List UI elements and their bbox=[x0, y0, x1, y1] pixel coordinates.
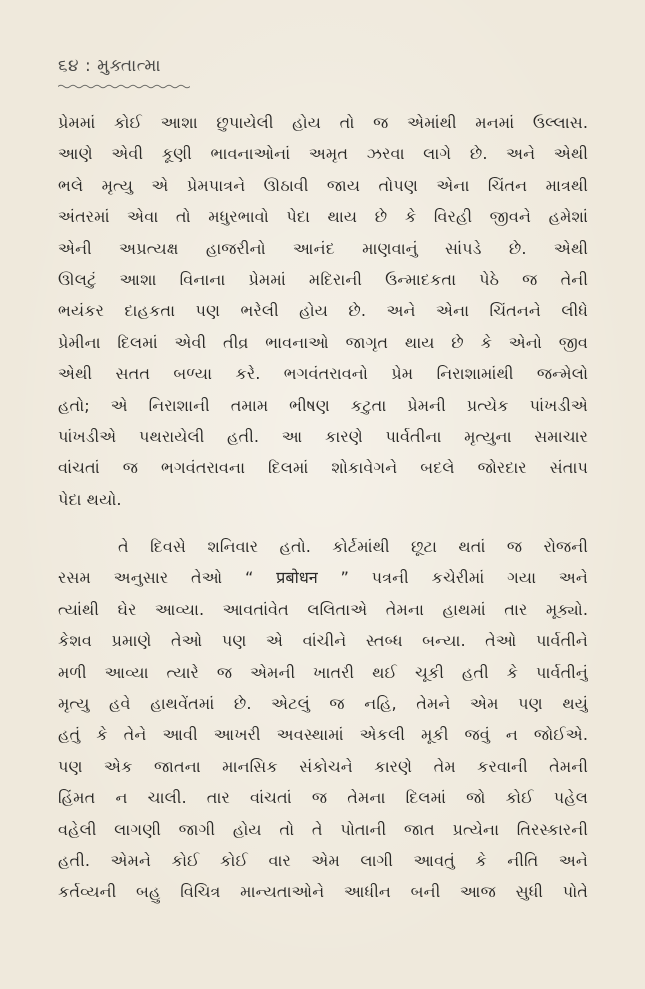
header-separator: : bbox=[84, 56, 92, 76]
text-line: હતી. એમને કોઈ કોઈ વાર એમ લાગી આવતું કે નીતિ અને bbox=[58, 850, 588, 870]
text-line: ભયંકર દાહકતા પણ ભરેલી હોય છે. અને એના ચિંતનને લીધે bbox=[58, 301, 588, 321]
running-header bbox=[58, 56, 161, 76]
text-line: હિંમત ન ચાલી. તાર વાંચતાં જ તેમના દિલમાં જો કોઈ પહેલ bbox=[58, 788, 588, 808]
text-line: કર્તવ્યની બહુ વિચિત્ર માન્યતાઓને આધીન બની આજ સુધી પોતે bbox=[58, 882, 588, 902]
text-line: ઊલટું આશા વિનાના પ્રેમમાં મદિરાની ઉન્માદકતા પેઠે જ તેની bbox=[58, 269, 588, 289]
text-line: અંતરમાં એવા તો મધુરભાવો પેદા થાય છે કે વિરહી જીવને હમેશાં bbox=[58, 207, 588, 227]
text-line: પાંખડીએ પથરાયેલી હતી. આ કારણે પાર્વતીના મૃત્યુના સમાચાર bbox=[58, 426, 588, 446]
text-line: રસમ અનુસાર તેઓ “ प्रबोधन ” પત્રની કચેરીમાં ગયા અને bbox=[58, 568, 588, 588]
text-line: ત્યાંથી ઘેર આવ્યા. આવતાંવેત લલિતાએ તેમના હાથમાં તાર મૂક્યો. bbox=[58, 599, 588, 619]
book-title: મુક્તાત્મા bbox=[97, 56, 162, 76]
text-line: ભલે મૃત્યુ એ પ્રેમપાત્રને ઊઠાવી જાય તોપણ એના ચિંતન માત્રથી bbox=[58, 175, 588, 195]
text-line: વાંચતાં જ ભગવંતરાવના દિલમાં શોકાવેગને બદલે જોરદાર સંતાપ bbox=[58, 458, 588, 478]
text-line: એની અપ્રત્યક્ષ હાજરીનો આનંદ માણવાનું સાંપડે છે. એથી bbox=[58, 238, 588, 258]
header-wavy-rule bbox=[58, 84, 190, 89]
text-line: પ્રેમમાં કોઈ આશા છુપાયેલી હોય તો જ એમાંથી મનમાં ઉલ્લાસ. bbox=[58, 113, 588, 132]
page-number: ૬૪ bbox=[58, 56, 80, 76]
paragraph-2 bbox=[58, 531, 588, 908]
text-line: વહેલી લાગણી જાગી હોય તો તે પોતાની જાત પ્રત્યેના તિરસ્કારની bbox=[58, 819, 588, 839]
text-line: પ્રેમીના દિલમાં એવી તીવ્ર ભાવનાઓ જાગૃત થાય છે કે એનો જીવ bbox=[58, 332, 588, 352]
text-line: તે દિવસે શનિવાર હતો. કોર્ટમાંથી છૂટા થતાં જ રોજની bbox=[118, 537, 588, 557]
body-text bbox=[58, 107, 588, 908]
text-line: મૃત્યુ હવે હાથવેંતમાં છે. એટલું જ નહિ, તેમને એમ પણ થયું bbox=[58, 694, 588, 714]
paragraph-1 bbox=[58, 107, 588, 515]
text-line: એથી સતત બળ્યા કરે. ભગવંતરાવનો પ્રેમ નિરાશામાંથી જન્મેલો bbox=[58, 364, 588, 384]
text-line: પેદા થયો. bbox=[58, 489, 122, 509]
text-line: મળી આવ્યા ત્યારે જ એમની ખાતરી થઈ ચૂકી હતી કે પાર્વતીનું bbox=[58, 662, 588, 682]
text-line: આણે એવી કૂણી ભાવનાઓનાં અમૃત ઝરવા લાગે છે. અને એથી bbox=[58, 144, 588, 164]
text-line: હતું કે તેને આવી આખરી અવસ્થામાં એકલી મૂકી જવું ન જોઈએ. bbox=[58, 725, 588, 745]
text-line: પણ એક જાતના માનસિક સંકોચને કારણે તેમ કરવાની તેમની bbox=[58, 756, 588, 776]
text-line: હતો; એ નિરાશાની તમામ ભીષણ કટુતા પ્રેમની પ્રત્યેક પાંખડીએ bbox=[58, 395, 588, 415]
text-line: કેશવ પ્રમાણે તેઓ પણ એ વાંચીને સ્તબ્ધ બન્યા. તેઓ પાર્વતીને bbox=[58, 631, 588, 651]
